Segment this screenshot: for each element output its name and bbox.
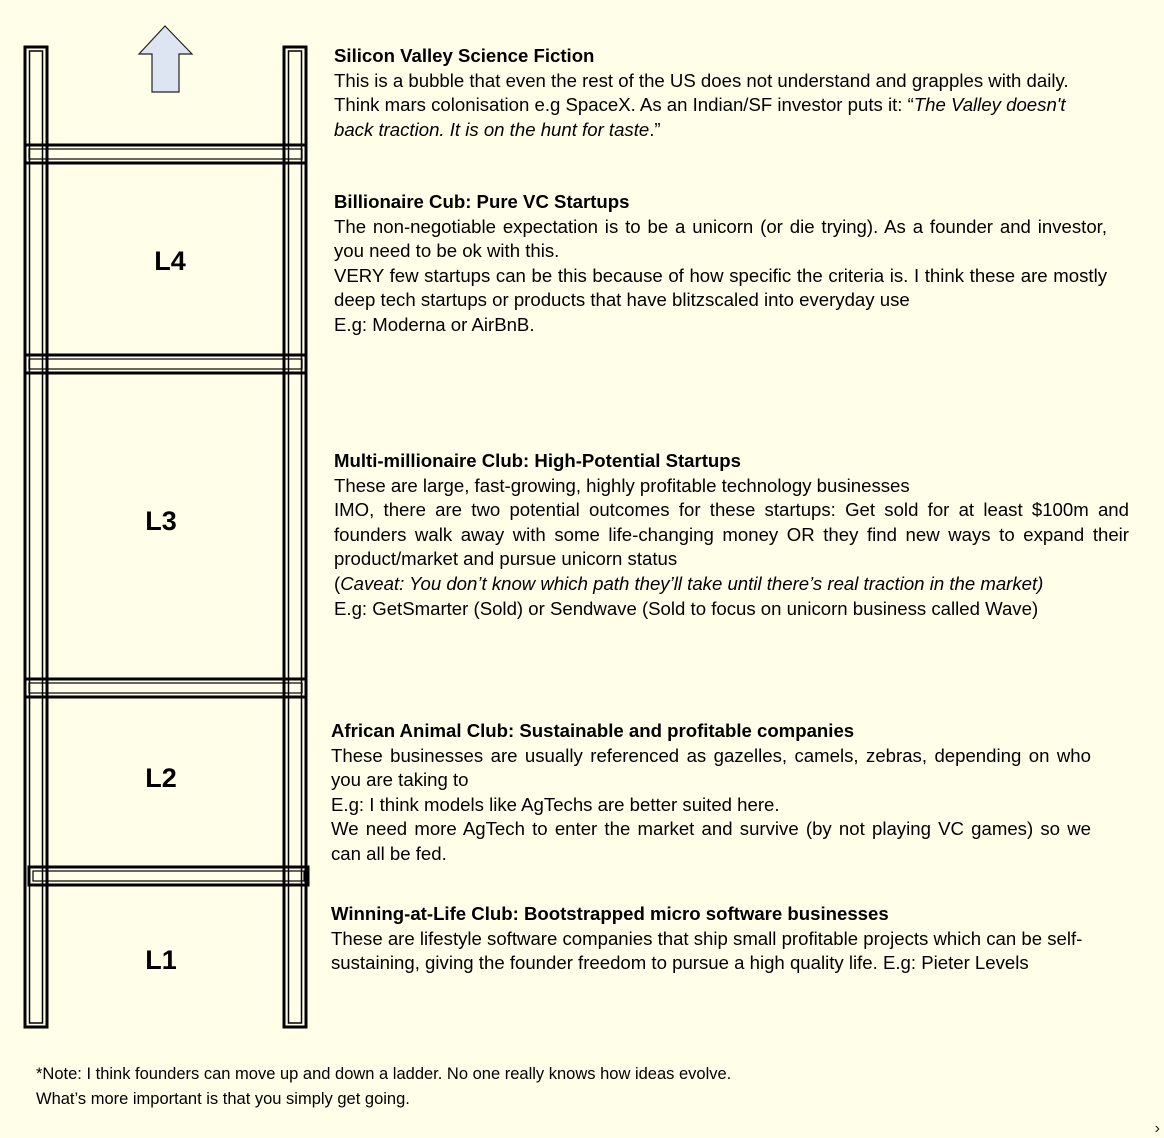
- section-example: E.g: GetSmarter (Sold) or Sendwave (Sold to focus on unicorn business called Wave): [334, 597, 1039, 619]
- section-body: We need more AgTech to enter the market and survive (by not playing VC games) so we can all be fed.: [331, 818, 1091, 864]
- section-title: Billionaire Cub: Pure VC Startups: [334, 191, 630, 212]
- section-title: Winning-at-Life Club: Bootstrapped micro software businesses: [331, 903, 889, 924]
- ladder-rung: [25, 355, 306, 373]
- section-title: African Animal Club: Sustainable and profitable companies: [331, 720, 855, 741]
- up-arrow-icon: [139, 26, 192, 92]
- section-multi-millionaire-club: [334, 449, 1129, 621]
- section-body: E.g: I think models like AgTechs are better suited here.: [331, 793, 780, 815]
- section-body: This is a bubble that even the rest of the US does not understand and grapples with daily. Think mars colonisation e.g SpaceX. As an Indian/SF investor puts it: “The Valley doesn't back traction. It is on the hunt for taste.”: [334, 69, 1069, 140]
- section-billionaire-club: [334, 190, 1107, 338]
- level-label-l2: L2: [145, 763, 177, 793]
- level-label-l1: L1: [145, 945, 177, 975]
- level-label-l3: L3: [145, 506, 177, 536]
- section-title: Multi-millionaire Club: High-Potential Startups: [334, 450, 741, 471]
- ladder-rung: [29, 867, 308, 885]
- section-winning-at-life-club: [331, 902, 1101, 976]
- ladder-rung: [25, 679, 306, 697]
- corner-chevron-icon: ›: [1154, 1120, 1160, 1137]
- ladder-right-rail: [284, 47, 306, 1027]
- section-body: These are lifestyle software companies that ship small profitable projects which can be self-sustaining, giving the founder freedom to pursue a high quality life. E.g: Pieter Levels: [331, 927, 1083, 974]
- section-caveat: (Caveat: You don’t know which path they’ll take until there’s real traction in the market): [334, 572, 1044, 594]
- section-title: Silicon Valley Science Fiction: [334, 45, 595, 66]
- section-silicon-valley: [334, 44, 1104, 142]
- section-body: VERY few startups can be this because of how specific the criteria is. I think these are mostly deep tech startups or products that have blitzscaled into everyday use: [334, 264, 1107, 311]
- quote: The Valley doesn't back traction. It is on the hunt for taste: [334, 94, 1066, 140]
- ladder-rung: [25, 145, 306, 163]
- section-body: IMO, there are two potential outcomes for these startups: Get sold for at least $100m and founders walk away with some life-changing money OR they find new ways to expand their product/market and pursue unicorn status: [334, 499, 1129, 570]
- level-label-l4: L4: [154, 246, 186, 276]
- section-body: The non-negotiable expectation is to be a unicorn (or die trying). As a founder and investor, you need to be ok with this.: [334, 215, 1107, 262]
- section-body: These businesses are usually referenced as gazelles, camels, zebras, depending on who you are taking to: [331, 744, 1091, 791]
- section-example: E.g: Moderna or AirBnB.: [334, 313, 535, 335]
- section-body: These are large, fast-growing, highly profitable technology businesses: [334, 474, 910, 496]
- section-african-animal-club: [331, 719, 1091, 867]
- footnote: *Note: I think founders can move up and down a ladder. No one really knows how ideas evolve. What’s more important is that you simply get going.: [36, 1065, 732, 1108]
